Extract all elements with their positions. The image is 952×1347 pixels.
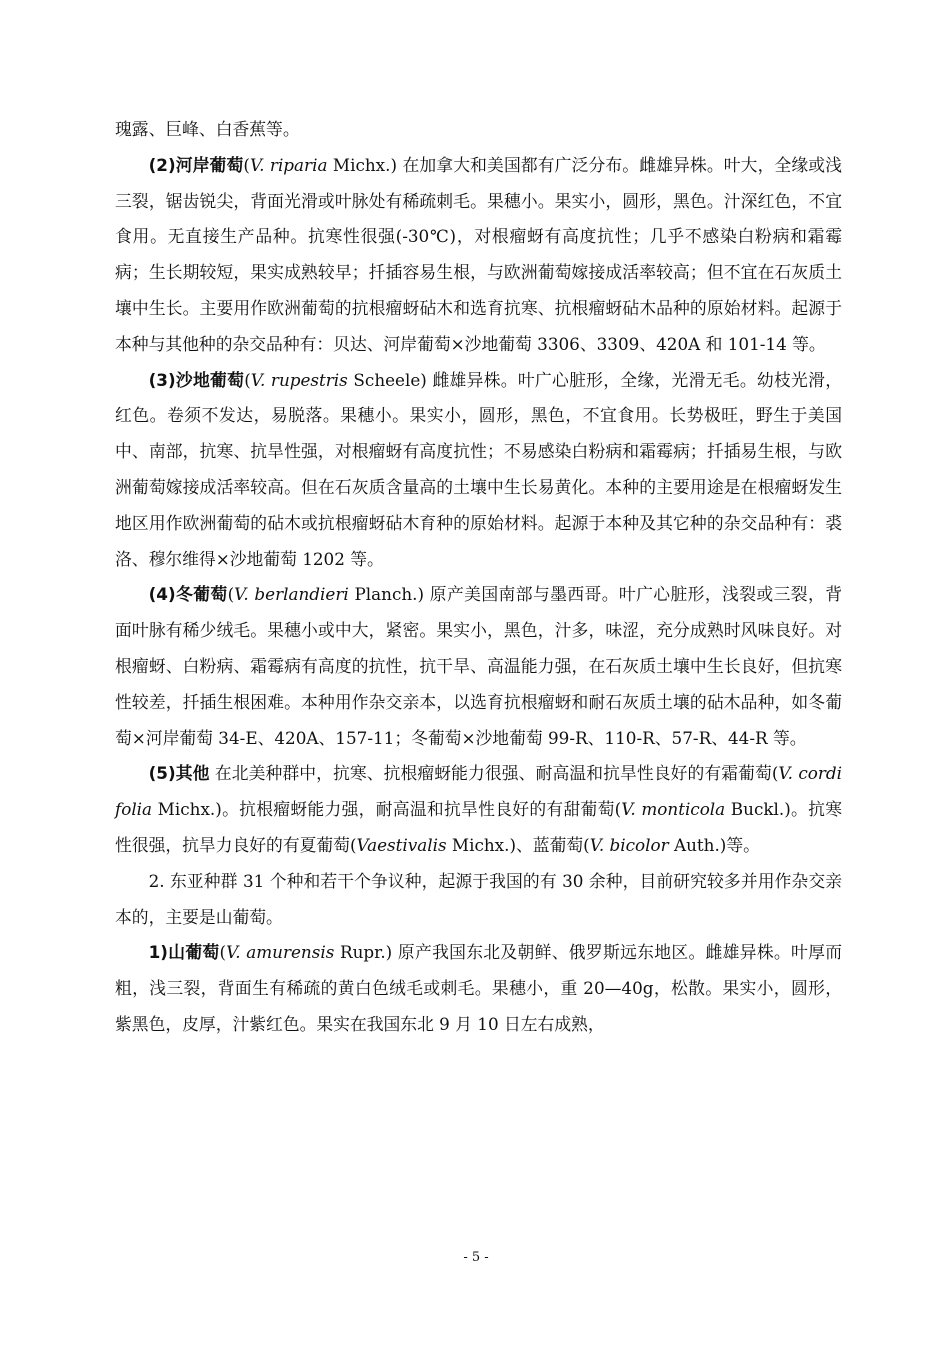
paragraph-v-rupestris: (3)沙地葡萄(V. rupestris Scheele) 雌雄异株。叶广心脏形，全缘，光滑无毛。幼枝光滑，红色。卷须不发达，易脱落。果穗小。果实小，圆形，黑色，不宜食用。长势极旺，野生于美国中、南部，抗寒、抗旱性强，对根瘤蚜有高度抗性；不易感染白粉病和霜霉病；扦插易生根，与欧洲葡萄嫁接成活率较高。但在石灰质含量高的土壤中生长易黄化。本种的主要用途是在根瘤蚜发生地区用作欧洲葡萄的砧木或抗根瘤蚜砧木育种的原始材料。起源于本种及其它种的杂交品种有：裘洛、穆尔维得×沙地葡萄 1202 等。 — [115, 369, 842, 569]
paragraph-v-berlandieri: (4)冬葡萄(V. berlandieri Planch.) 原产美国南部与墨西哥。叶广心脏形，浅裂或三裂，背面叶脉有稀少绒毛。果穗小或中大，紧密。果实小，黑色，汁多，味涩，充分成熟时风味良好。对根瘤蚜、白粉病、霜霉病有高度的抗性，抗干旱、高温能力强，在石灰质土壤中生长良好，但抗寒性较差，扦插生根困难。本种用作杂交亲本，以选育抗根瘤蚜和耐石灰质土壤的砧木品种，如冬葡萄×河岸葡萄 34-E、420A、157-11；冬葡萄×沙地葡萄 99-R、110-R、57-R、44-R 等。 — [115, 584, 842, 748]
paragraph-v-riparia: (2)河岸葡萄(V. riparia Michx.) 在加拿大和美国都有广泛分布。雌雄异株。叶大，全缘或浅三裂，锯齿锐尖，背面光滑或叶脉处有稀疏刺毛。果穗小。果实小，圆形，黑色。汁深红色，不宜食用。无直接生产品种。抗寒性很强(-30℃)，对根瘤蚜有高度抗性；几乎不感染白粉病和霜霉病；生长期较短，果实成熟较早；扦插容易生根，与欧洲葡萄嫁接成活率较高；但不宜在石灰质土壤中生长。主要用作欧洲葡萄的抗根瘤蚜砧木和选育抗寒、抗根瘤蚜砧木品种的原始材料。起源于本种与其他种的杂交品种有：贝达、河岸葡萄×沙地葡萄 3306、3309、420A 和 101-14 等。 — [115, 154, 842, 354]
latin-name: V. amurensis — [226, 942, 335, 963]
page-number: - 5 - — [463, 1250, 489, 1265]
latin-name: V. rupestris — [250, 369, 348, 390]
latin-name: V. monticola — [621, 799, 726, 820]
paragraph-v-amurensis: 1)山葡萄(V. amurensis Rupr.) 原产我国东北及朝鲜、俄罗斯远东地区。雌雄异株。叶厚而粗，浅三裂，背面生有稀疏的黄白色绒毛或刺毛。果穗小，重 20—40g，松散。果实小，圆形，紫黑色，皮厚，汁紫红色。果实在我国东北 9 月 10 日左右成熟， — [115, 942, 842, 1034]
paragraph-east-asian-group: 2. 东亚种群 31 个种和若干个争议种，起源于我国的有 30 余种，目前研究较多并用作杂交亲本的，主要是山葡萄。 — [115, 870, 842, 927]
section-heading: (4)冬葡萄 — [148, 584, 228, 605]
paragraph-others: (5)其他 在北美种群中，抗寒、抗根瘤蚜能力很强、耐高温和抗旱性良好的有霜葡萄(V. cordifolia Michx.)。抗根瘤蚜能力强，耐高温和抗旱性良好的有甜葡萄(V. monticola Buckl.)。抗寒性很强，抗旱力良好的有夏葡萄(Vaestivalis Michx.)、蓝葡萄(V. bicolor Auth.)等。 — [115, 763, 842, 855]
latin-name: V. bicolor — [589, 834, 669, 855]
section-heading: (2)河岸葡萄 — [148, 154, 244, 175]
section-heading: (5)其他 — [148, 763, 210, 784]
section-heading: 1)山葡萄 — [148, 942, 220, 963]
latin-name: Vaestivalis — [356, 834, 447, 855]
latin-name: V. cordifolia — [115, 763, 842, 820]
document-body — [115, 112, 842, 1043]
paragraph-continuation: 瑰露、巨峰、白香蕉等。 — [115, 119, 300, 139]
latin-name: V. berlandieri — [234, 584, 349, 605]
latin-name: V. riparia — [249, 154, 328, 175]
section-heading: (3)沙地葡萄 — [148, 369, 245, 390]
